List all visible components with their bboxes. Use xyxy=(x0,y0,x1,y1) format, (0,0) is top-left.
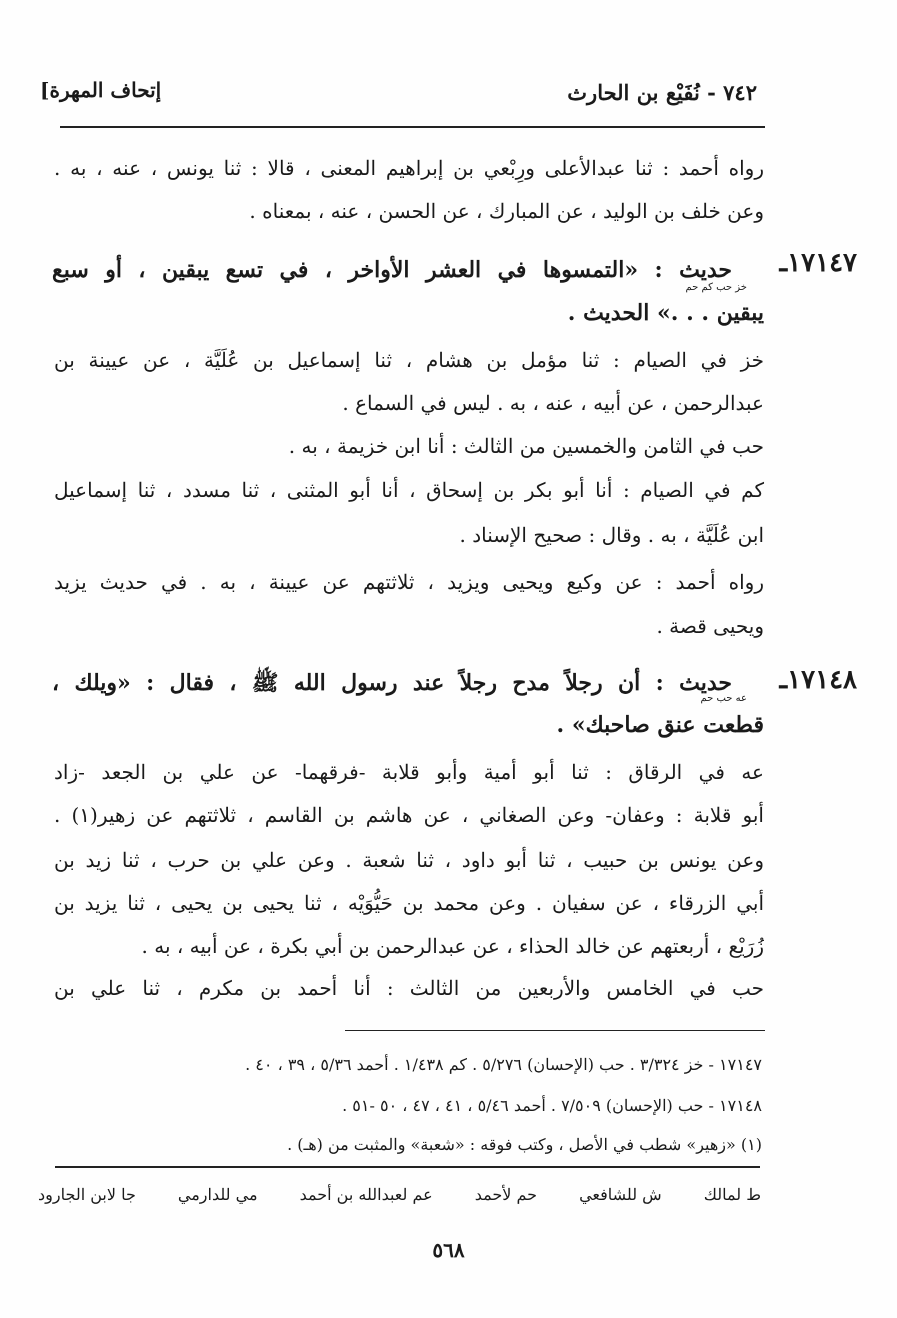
header-rule xyxy=(60,126,765,128)
legend-item: عم لعبدالله بن أحمد xyxy=(299,1185,433,1204)
legend-item: جا لابن الجارود xyxy=(38,1185,136,1204)
hadith-number: ١٧١٤٧ـ xyxy=(779,248,857,278)
footnote: ١٧١٤٧ - خز ٣/٣٢٤ . حب (الإحسان) ٥/٢٧٦ . كم ١/٤٣٨ . أحمد ٥/٣٦ ، ٣٩ ، ٤٠ . xyxy=(245,1055,762,1074)
text-line: عه في الرقاق : ثنا أبو أمية وأبو قلابة -فرقهما- عن علي بن الجعد -زاد xyxy=(54,760,764,784)
hadith-title-line: يبقين . . .» الحديث . xyxy=(567,300,764,326)
text-line: رواه أحمد : ثنا عبدالأعلى ورِبْعي بن إبراهيم المعنى ، قالا : ثنا يونس ، عنه ، به . xyxy=(54,156,764,180)
text-line: عبدالرحمن ، عن أبيه ، عنه ، به . ليس في السماع . xyxy=(342,391,764,415)
footnote-rule xyxy=(345,1030,765,1031)
hadith-sigla: خز حب كم حم xyxy=(685,282,747,293)
legend-item: مي للدارمي xyxy=(177,1185,258,1204)
legend-rule xyxy=(55,1166,760,1168)
text-line: ابن عُلَيَّة ، به . وقال : صحيح الإسناد . xyxy=(459,523,764,547)
legend-item: ش للشافعي xyxy=(579,1185,662,1204)
hadith-number: ١٧١٤٨ـ xyxy=(779,665,857,695)
running-header-chapter: ٧٤٢ - نُفَيْع بن الحارث xyxy=(567,80,757,105)
text-line: أبي الزرقاء ، عن سفيان . وعن محمد بن حَيُّوَيْه ، ثنا يحيى بن يحيى ، ثنا يزيد بن xyxy=(54,891,764,915)
hadith-title-line: حديث : «التمسوها في العشر الأواخر ، في تسع يبقين ، أو سبع xyxy=(52,257,732,283)
hadith-sigla: عه حب حم xyxy=(700,693,747,704)
running-header-book: [إتحاف المهرة xyxy=(40,78,162,102)
text-line: كم في الصيام : أنا أبو بكر بن إسحاق ، أنا أبو المثنى ، ثنا مسدد ، ثنا إسماعيل xyxy=(54,478,764,502)
text-line: زُرَيْع ، أربعتهم عن خالد الحذاء ، عن عبدالرحمن بن أبي بكرة ، عن أبيه ، به . xyxy=(141,934,764,958)
text-line: حب في الخامس والأربعين من الثالث : أنا أحمد بن مكرم ، ثنا علي بن xyxy=(54,976,764,1000)
text-line: ويحيى قصة . xyxy=(656,614,764,638)
legend-item: حم لأحمد xyxy=(474,1185,538,1204)
text-line: رواه أحمد : عن وكيع ويحيى ويزيد ، ثلاثتهم عن عيينة ، به . في حديث يزيد xyxy=(54,570,764,594)
hadith-title-line: حديث : أن رجلاً مدح رجلاً عند رسول الله ﷺ ، فقال : «ويلك ، xyxy=(52,670,732,696)
sigla-legend xyxy=(38,1185,761,1204)
page-number: ٥٦٨ xyxy=(432,1238,465,1262)
text-line: خز في الصيام : ثنا مؤمل بن هشام ، ثنا إسماعيل بن عُلَيَّة ، عن عيينة بن xyxy=(54,348,764,372)
footnote: (١) «زهير» شطب في الأصل ، وكتب فوقه : «شعبة» والمثبت من (هـ) . xyxy=(287,1135,762,1154)
text-line: حب في الثامن والخمسين من الثالث : أنا ابن خزيمة ، به . xyxy=(288,434,764,458)
text-line: وعن يونس بن حبيب ، ثنا أبو داود ، ثنا شعبة . وعن علي بن حرب ، ثنا زيد بن xyxy=(54,848,764,872)
legend-item: ط لمالك xyxy=(703,1185,761,1204)
footnote: ١٧١٤٨ - حب (الإحسان) ٧/٥٠٩ . أحمد ٥/٤٦ ، ٤١ ، ٤٧ ، ٥٠ -٥١ . xyxy=(342,1096,762,1115)
text-line: أبو قلابة : وعفان- وعن الصغاني ، عن هاشم بن القاسم ، ثلاثتهم عن زهير(١) . xyxy=(54,803,764,827)
text-line: وعن خلف بن الوليد ، عن المبارك ، عن الحسن ، عنه ، بمعناه . xyxy=(249,199,764,223)
hadith-title-line: قطعت عنق صاحبك» . xyxy=(556,712,764,738)
